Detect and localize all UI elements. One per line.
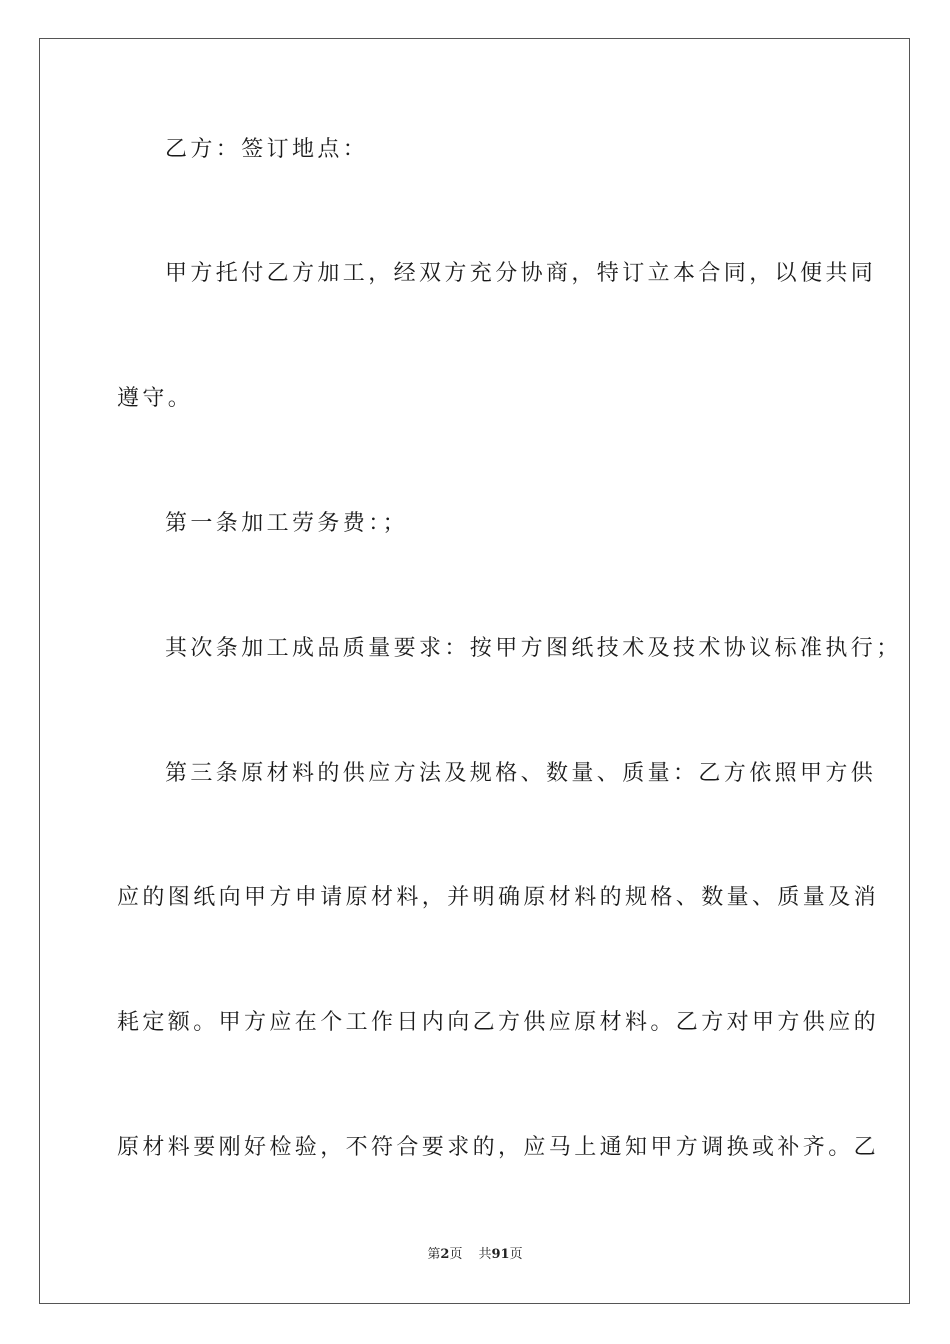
article-3-line-1: 第三条原材料的供应方法及规格、数量、质量：乙方依照甲方供 — [165, 761, 877, 786]
party-b-line: 乙方：签订地点： — [165, 137, 369, 162]
intro-paragraph-line-1: 甲方托付乙方加工，经双方充分协商，特订立本合同，以便共同 — [165, 261, 877, 286]
intro-paragraph-line-2: 遵守。 — [117, 386, 194, 411]
total-prefix: 共 — [478, 1247, 492, 1262]
total-suffix: 页 — [509, 1247, 523, 1262]
article-3-line-4: 原材料要刚好检验，不符合要求的，应马上通知甲方调换或补齐。乙 — [117, 1135, 880, 1160]
article-3-line-3: 耗定额。甲方应在个工作日内向乙方供应原材料。乙方对甲方供应的 — [117, 1010, 880, 1035]
page-number: 2 — [440, 1247, 450, 1262]
page-frame — [39, 38, 910, 1304]
page-prefix: 第 — [427, 1247, 441, 1262]
article-1-line: 第一条加工劳务费：； — [165, 511, 409, 536]
article-3-line-2: 应的图纸向甲方申请原材料，并明确原材料的规格、数量、质量及消 — [117, 885, 880, 910]
article-2-line: 其次条加工成品质量要求：按甲方图纸技术及技术协议标准执行； — [165, 636, 902, 661]
page-suffix: 页 — [449, 1247, 463, 1262]
page-footer — [0, 1246, 950, 1264]
total-pages: 91 — [491, 1247, 510, 1262]
